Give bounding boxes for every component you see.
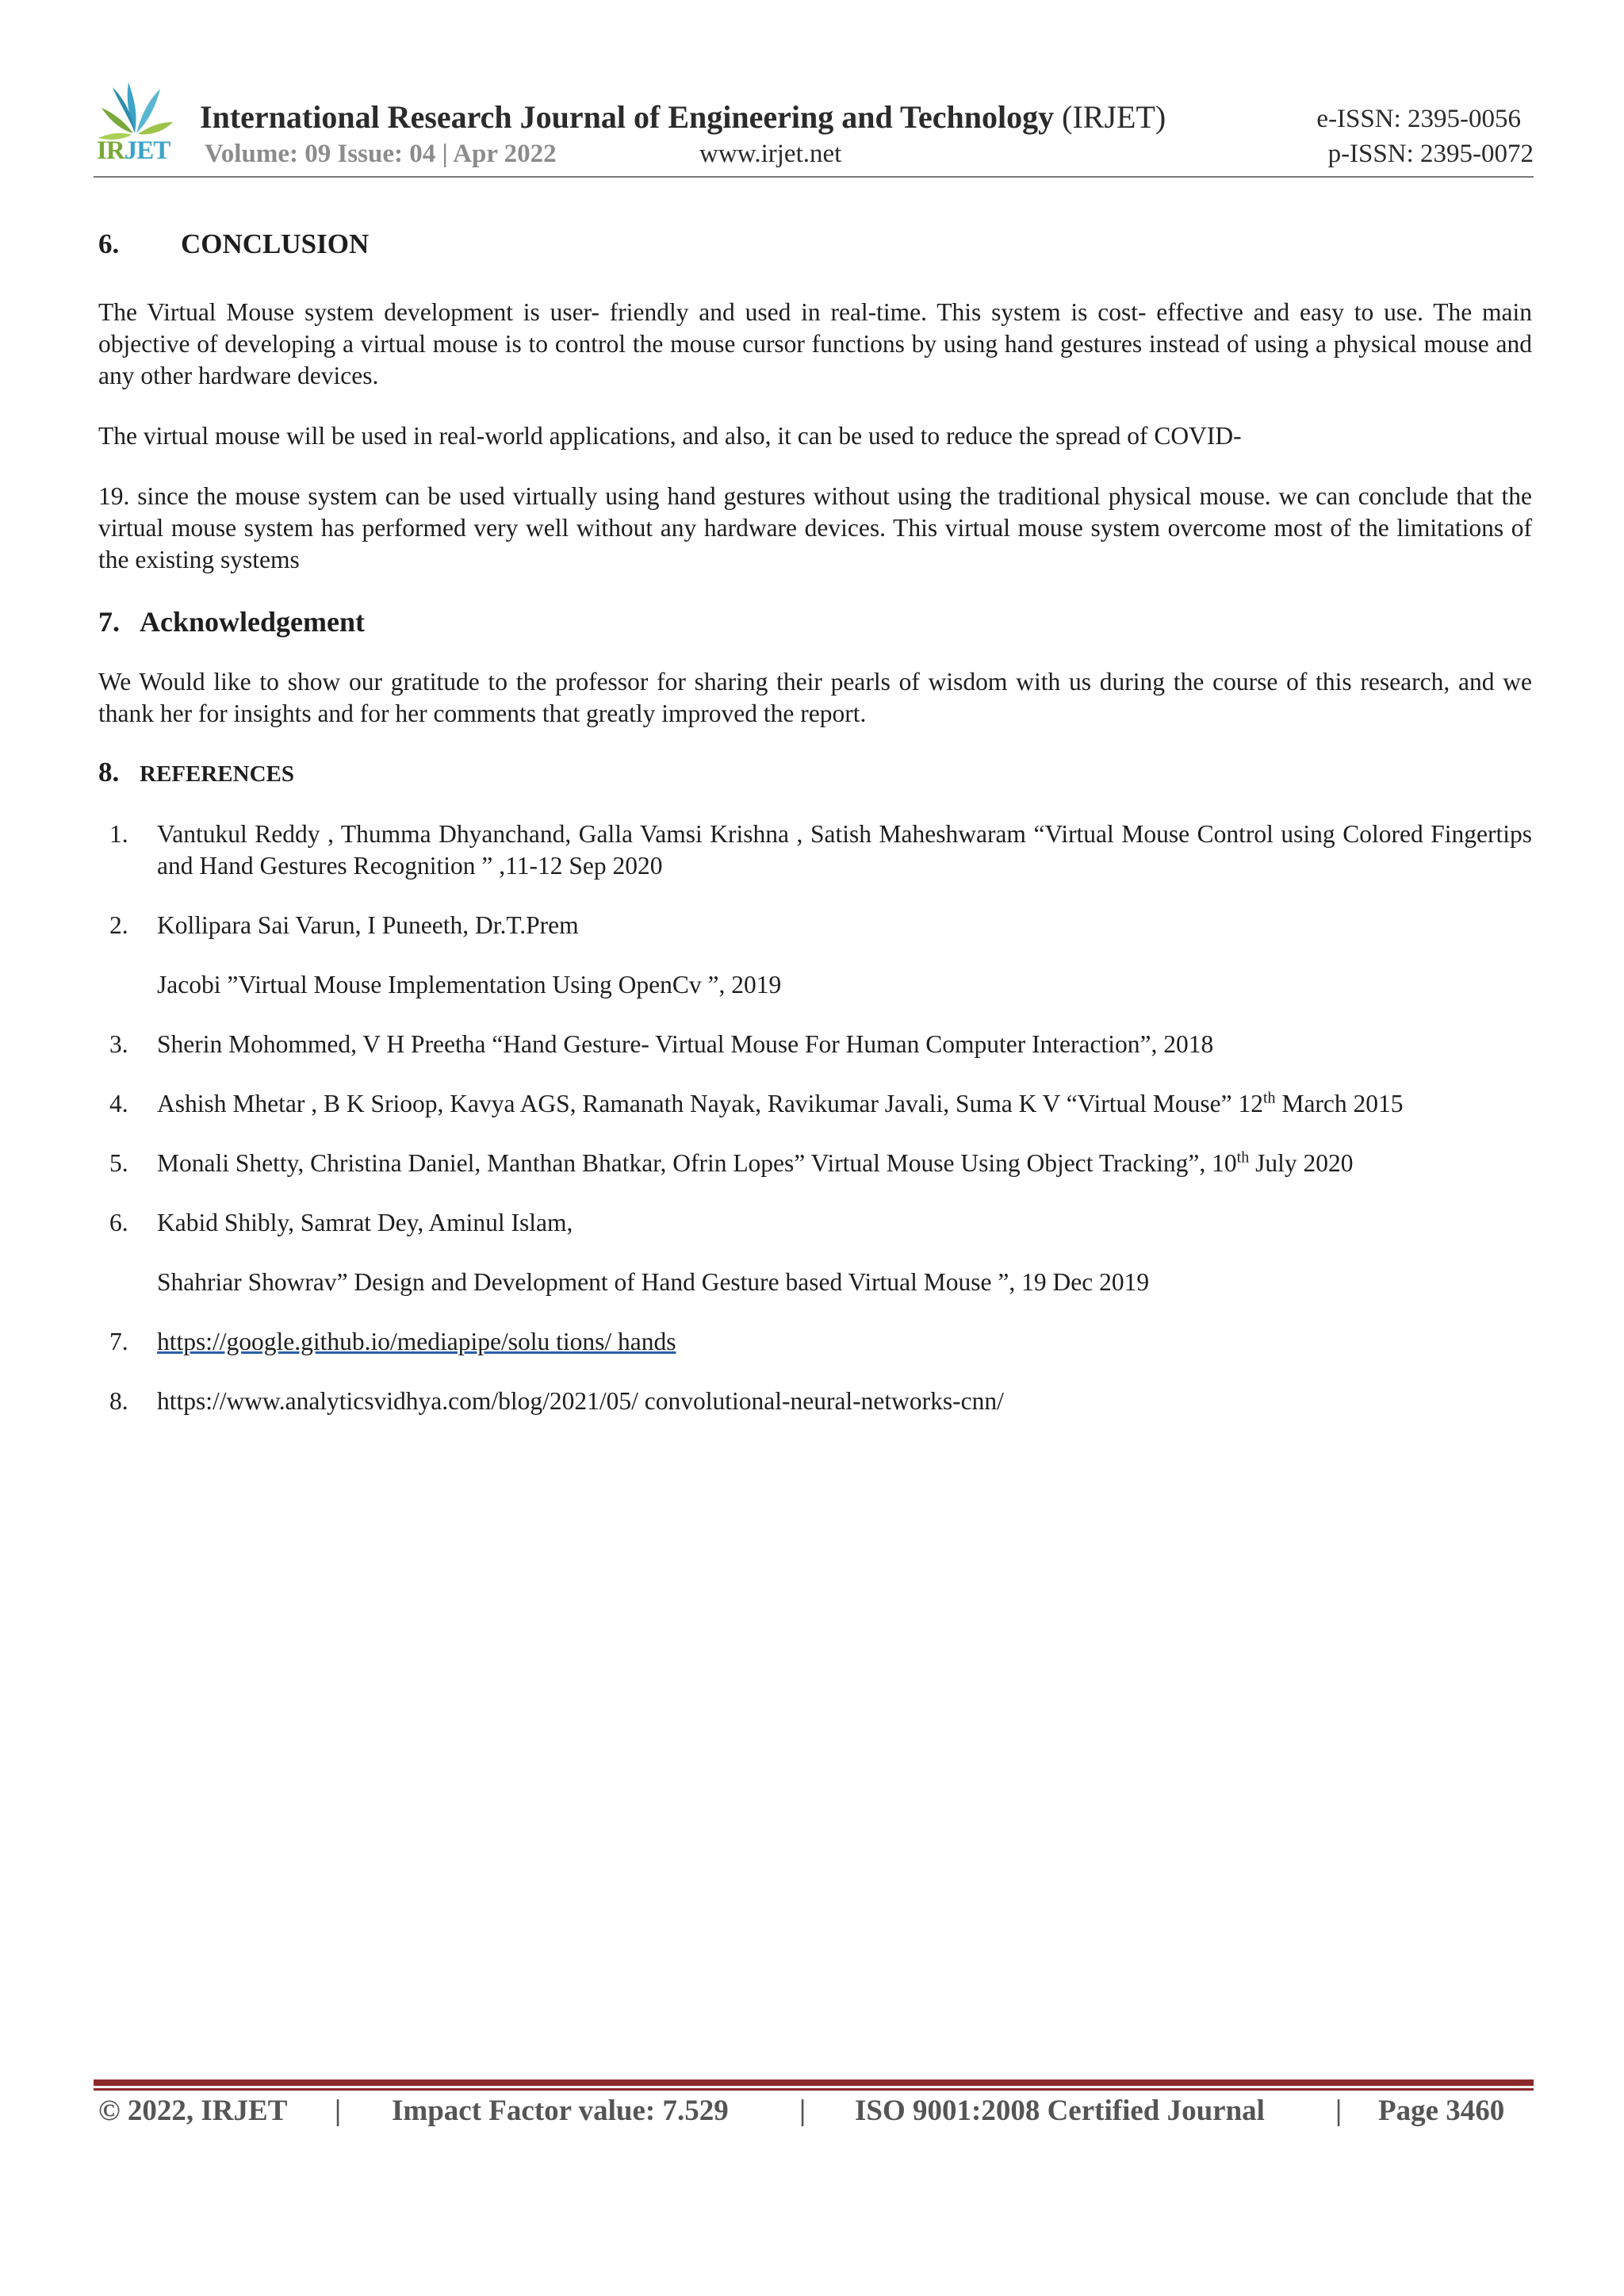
reference-item: 4. Ashish Mhetar , B K Srioop, Kavya AGS, Ramanath Nayak, Ravikumar Javali, Suma K V “Virtual Mouse” 12th March 2015 — [109, 1089, 1404, 1117]
reference-item: 3. Sherin Mohommed, V H Preetha “Hand Gesture- Virtual Mouse For Human Computer Interaction”, 2018 — [109, 1030, 1214, 1058]
acknowledgement-heading: 7. Acknowledgement — [98, 606, 365, 638]
reference-item: 5. Monali Shetty, Christina Daniel, Manthan Bhatkar, Ofrin Lopes” Virtual Mouse Using Object Tracking”, 10th July 2020 — [109, 1148, 1354, 1177]
reference-continuation: Jacobi ”Virtual Mouse Implementation Using OpenCv ”, 2019 — [157, 971, 782, 999]
footer-separator: | — [1335, 2095, 1342, 2127]
reference-item: 7. https://google.github.io/mediapipe/solu tions/ hands — [109, 1328, 676, 1355]
journal-header — [94, 76, 1534, 176]
logo-text: IRJET — [97, 136, 170, 165]
reference-continuation: Shahriar Showrav” Design and Development of Hand Gesture based Virtual Mouse ”, 19 Dec 2019 — [157, 1268, 1150, 1296]
reference-item: 1. Vantukul Reddy , Thumma Dhyanchand, Galla Vamsi Krishna , Satish Maheshwaram “Virtual Mouse Control using Colored Fingertips and Hand Gestures Recognition ” ,11-12 Sep 2020 — [109, 820, 1532, 880]
reference-url: https://www.analyticsvidhya.com/blog/2021/05/ convolutional-neural-networks-cnn/ — [157, 1387, 1004, 1415]
footer-iso: ISO 9001:2008 Certified Journal — [855, 2095, 1265, 2127]
conclusion-paragraph: The Virtual Mouse system development is user- friendly and used in real-time. This system is cost- effective and easy to use. The main objective of developing a virtual mouse is to control the mouse cursor functions by using hand gestures instead of using a physical mouse and any other hardware devices. — [98, 298, 1532, 389]
issue-info: Volume: 09 Issue: 04 | Apr 2022 — [205, 140, 557, 168]
reference-item: 2. Kollipara Sai Varun, I Puneeth, Dr.T.Prem — [109, 911, 579, 939]
header-divider — [94, 176, 1534, 178]
footer-divider — [94, 2079, 1534, 2086]
reference-link[interactable]: https://google.github.io/mediapipe/solu tions/ hands — [157, 1328, 676, 1355]
journal-footer — [98, 2094, 1534, 2137]
references-heading: 8. REFERENCES — [98, 757, 294, 788]
p-issn: p-ISSN: 2395-0072 — [1327, 140, 1534, 168]
footer-divider-thin — [94, 2088, 1534, 2091]
footer-impact-factor: Impact Factor value: 7.529 — [392, 2095, 729, 2127]
reference-item: 6. Kabid Shibly, Samrat Dey, Aminul Islam, — [109, 1209, 573, 1236]
conclusion-paragraph: 19. since the mouse system can be used virtually using hand gestures without using the traditional physical mouse. we can conclude that the virtual mouse system has performed very well without any hardware devices. This virtual mouse system overcome most of the limitations of the existing systems — [98, 482, 1532, 573]
journal-title: International Research Journal of Engineering and Technology (IRJET) — [200, 99, 1166, 135]
article-body — [98, 228, 1532, 1445]
e-issn: e-ISSN: 2395-0056 — [1316, 105, 1521, 133]
acknowledgement-paragraph: We Would like to show our gratitude to the professor for sharing their pearls of wisdom with us during the course of this research, and we thank her for insights and for her comments that greatly improved the report. — [98, 668, 1532, 727]
reference-item: 8. https://www.analyticsvidhya.com/blog/2021/05/ convolutional-neural-networks-cnn/ — [98, 1386, 1532, 1417]
conclusion-heading: 6. CONCLUSION — [98, 228, 370, 259]
footer-copyright: © 2022, IRJET — [98, 2095, 288, 2127]
footer-page-number: Page 3460 — [1378, 2095, 1505, 2127]
footer-separator: | — [335, 2095, 342, 2127]
footer-separator: | — [799, 2095, 806, 2127]
journal-website[interactable]: www.irjet.net — [699, 140, 842, 168]
conclusion-paragraph: The virtual mouse will be used in real-world applications, and also, it can be used to reduce the spread of COVID- — [98, 422, 1242, 450]
reference-list — [98, 818, 1532, 1417]
